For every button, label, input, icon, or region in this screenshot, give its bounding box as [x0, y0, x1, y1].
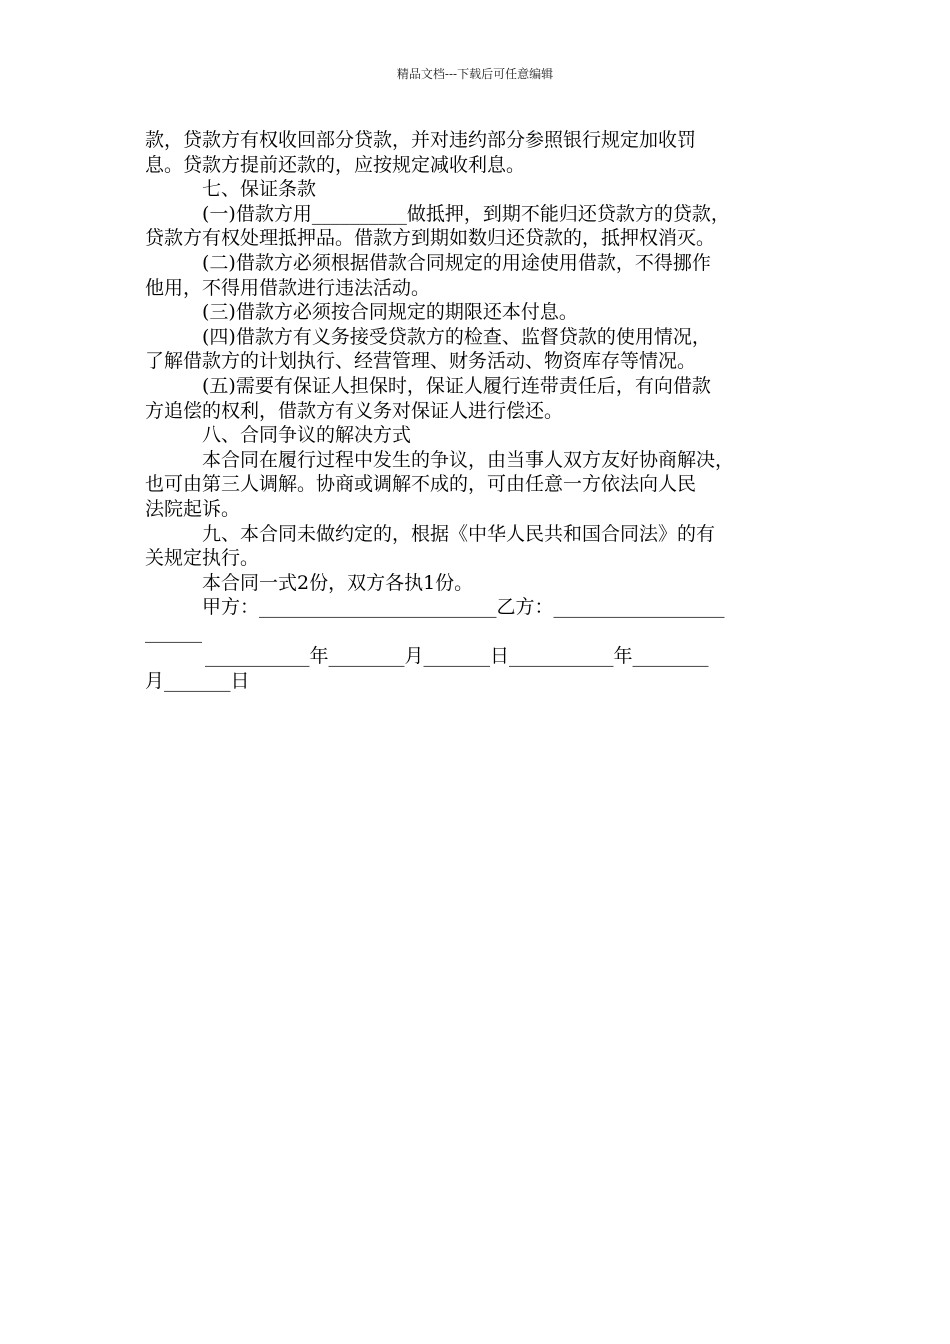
paragraph-line: 方追偿的权利，借款方有义务对保证人进行偿还。 — [145, 399, 564, 422]
signature-continuation-line: ______ — [145, 620, 202, 643]
paragraph-line: 本合同在履行过程中发生的争议，由当事人双方友好协商解决， — [202, 448, 735, 471]
paragraph-line: (三)借款方必须按合同规定的期限还本付息。 — [202, 301, 578, 324]
signature-parties-line: 甲方：_________________________乙方：__________________ — [202, 596, 725, 619]
paragraph-line: (四)借款方有义务接受贷款方的检查、监督贷款的使用情况， — [202, 325, 711, 348]
paragraph-line: 九、本合同未做约定的，根据《中华人民共和国合同法》的有 — [202, 522, 716, 545]
paragraph-line: 贷款方有权处理抵押品。借款方到期如数归还贷款的，抵押权消灭。 — [145, 227, 716, 250]
section-heading-guarantee: 七、保证条款 — [202, 178, 317, 201]
paragraph-line: (一)借款方用__________做抵押，到期不能归还贷款方的贷款， — [202, 202, 730, 225]
paragraph-line: 法院起诉。 — [145, 497, 241, 520]
paragraph-line: 也可由第三人调解。协商或调解不成的，可由任意一方依法向人民 — [145, 473, 697, 496]
signature-date-line: ___________年________月_______日___________年________ — [205, 645, 709, 668]
paragraph-line: 款，贷款方有权收回部分贷款，并对违约部分参照银行规定加收罚 — [145, 129, 697, 151]
copies-clause: 本合同一式2份，双方各执1份。 — [202, 571, 474, 594]
document-body — [145, 128, 809, 694]
paragraph-line: 息。贷款方提前还款的，应按规定减收利息。 — [145, 153, 526, 176]
paragraph-line: 他用，不得用借款进行违法活动。 — [145, 276, 431, 299]
page-header: 精品文档---下载后可任意编辑 — [396, 67, 554, 81]
section-heading-dispute: 八、合同争议的解决方式 — [202, 424, 412, 447]
paragraph-line: (二)借款方必须根据借款合同规定的用途使用借款，不得挪作 — [202, 251, 711, 274]
paragraph-line: (五)需要有保证人担保时，保证人履行连带责任后，有向借款 — [202, 374, 711, 397]
paragraph-line: 了解借款方的计划执行、经营管理、财务活动、物资库存等情况。 — [145, 350, 697, 373]
paragraph-line: 关规定执行。 — [145, 547, 260, 570]
signature-date-continuation: 月_______日 — [145, 670, 250, 693]
